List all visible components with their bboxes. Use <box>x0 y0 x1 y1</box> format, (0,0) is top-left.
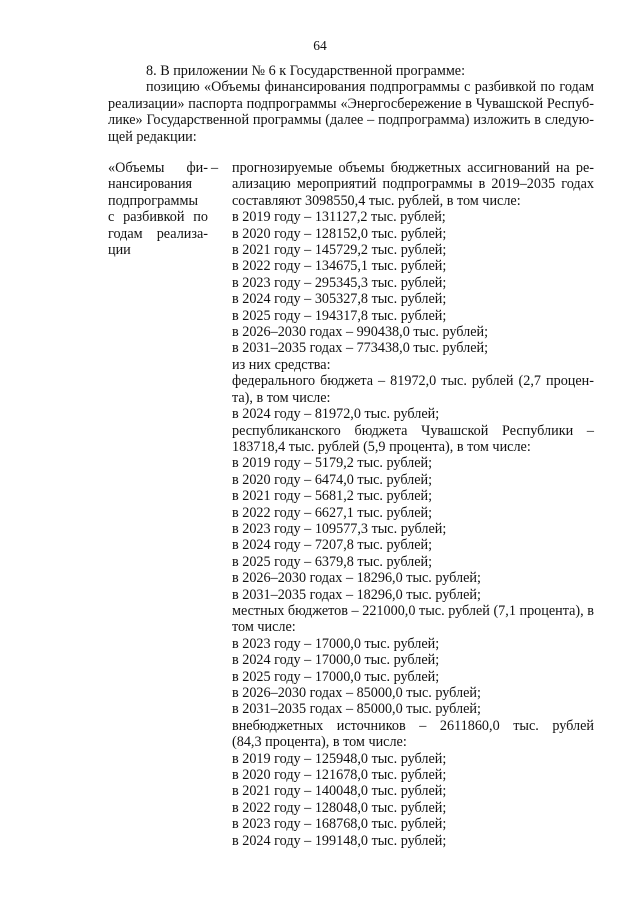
financing-line: в 2023 году – 17000,0 тыс. рублей; <box>232 635 440 652</box>
financing-line: та), в том числе: <box>232 389 331 406</box>
financing-line: в 2021 году – 145729,2 тыс. рублей; <box>232 242 447 259</box>
intro-line: 8. В приложении № 6 к Государственной программе: <box>146 63 466 79</box>
financing-line: прогнозируемые объемы бюджетных ассигнований на ре- <box>232 160 594 176</box>
financing-line: в 2026–2030 годах – 990438,0 тыс. рублей; <box>232 324 489 341</box>
financing-line: в 2025 году – 194317,8 тыс. рублей; <box>232 307 447 324</box>
financing-line: в 2024 году – 81972,0 тыс. рублей; <box>232 406 440 423</box>
financing-line: в 2026–2030 годах – 18296,0 тыс. рублей; <box>232 570 481 587</box>
financing-line: в 2031–2035 годах – 773438,0 тыс. рублей; <box>232 340 489 357</box>
intro-paragraph <box>108 63 594 145</box>
intro-line: щей редакции: <box>108 128 197 145</box>
position-label-line: нансирования <box>108 176 193 193</box>
financing-line: республиканского бюджета Чувашской Республики – <box>232 422 594 439</box>
financing-line: в 2019 году – 131127,2 тыс. рублей; <box>232 209 446 226</box>
financing-line: 183718,4 тыс. рублей (5,9 процента), в том числе: <box>232 438 531 455</box>
intro-line: лике» Государственной программы (далее – подпрограмма) изложить в следую- <box>108 112 594 129</box>
financing-line: составляют 3098550,4 тыс. рублей, в том числе: <box>232 192 521 209</box>
financing-line: в 2019 году – 5179,2 тыс. рублей; <box>232 455 433 472</box>
financing-line: в 2024 году – 305327,8 тыс. рублей; <box>232 291 447 308</box>
financing-line: в 2022 году – 128048,0 тыс. рублей; <box>232 799 447 816</box>
financing-line: федерального бюджета – 81972,0 тыс. рублей (2,7 процен- <box>232 373 594 390</box>
financing-line: в 2025 году – 17000,0 тыс. рублей; <box>232 668 440 685</box>
financing-line: в 2021 году – 140048,0 тыс. рублей; <box>232 783 447 800</box>
financing-line: в 2022 году – 6627,1 тыс. рублей; <box>232 504 433 521</box>
financing-line: в 2023 году – 168768,0 тыс. рублей; <box>232 816 447 833</box>
position-label-line: годам реализа- <box>108 225 208 242</box>
financing-line: в 2022 году – 134675,1 тыс. рублей; <box>232 258 447 275</box>
position-label-line: с разбивкой по <box>108 209 208 226</box>
column-dash: – <box>211 160 219 176</box>
position-label-line: ции <box>108 242 131 259</box>
financing-line: из них средства: <box>232 356 331 373</box>
financing-line: местных бюджетов – 221000,0 тыс. рублей (7,1 процента), в <box>232 602 594 619</box>
financing-line: (84,3 процента), в том числе: <box>232 734 407 751</box>
financing-line: в 2019 году – 125948,0 тыс. рублей; <box>232 750 447 767</box>
financing-line: в 2023 году – 109577,3 тыс. рублей; <box>232 520 447 537</box>
financing-line: в 2025 году – 6379,8 тыс. рублей; <box>232 553 433 570</box>
financing-line: в 2020 году – 6474,0 тыс. рублей; <box>232 471 433 488</box>
financing-line: в 2020 году – 128152,0 тыс. рублей; <box>232 225 447 242</box>
financing-line: в 2023 году – 295345,3 тыс. рублей; <box>232 274 447 291</box>
financing-details <box>232 160 594 849</box>
financing-line: в 2024 году – 199148,0 тыс. рублей; <box>232 832 447 849</box>
position-label-line: подпрограммы <box>108 192 198 209</box>
position-label <box>108 160 208 258</box>
financing-line: в 2020 году – 121678,0 тыс. рублей; <box>232 767 447 784</box>
financing-line: в 2021 году – 5681,2 тыс. рублей; <box>232 488 433 505</box>
page-number: 64 <box>313 38 327 53</box>
financing-line: в 2031–2035 годах – 18296,0 тыс. рублей; <box>232 586 481 603</box>
financing-line: в 2031–2035 годах – 85000,0 тыс. рублей; <box>232 701 481 718</box>
financing-line: в 2024 году – 17000,0 тыс. рублей; <box>232 652 440 669</box>
financing-line: внебюджетных источников – 2611860,0 тыс. рублей <box>232 717 594 734</box>
intro-line: позицию «Объемы финансирования подпрограммы с разбивкой по годам <box>146 79 594 96</box>
intro-line: реализации» паспорта подпрограммы «Энергосбережение в Чувашской Респуб- <box>108 95 594 112</box>
financing-line: том числе: <box>232 619 296 636</box>
financing-line: в 2024 году – 7207,8 тыс. рублей; <box>232 537 433 554</box>
position-label-line: «Объемы фи- <box>108 160 208 176</box>
financing-line: в 2026–2030 годах – 85000,0 тыс. рублей; <box>232 685 481 701</box>
financing-line: ализацию мероприятий подпрограммы в 2019–2035 годах <box>232 176 594 193</box>
